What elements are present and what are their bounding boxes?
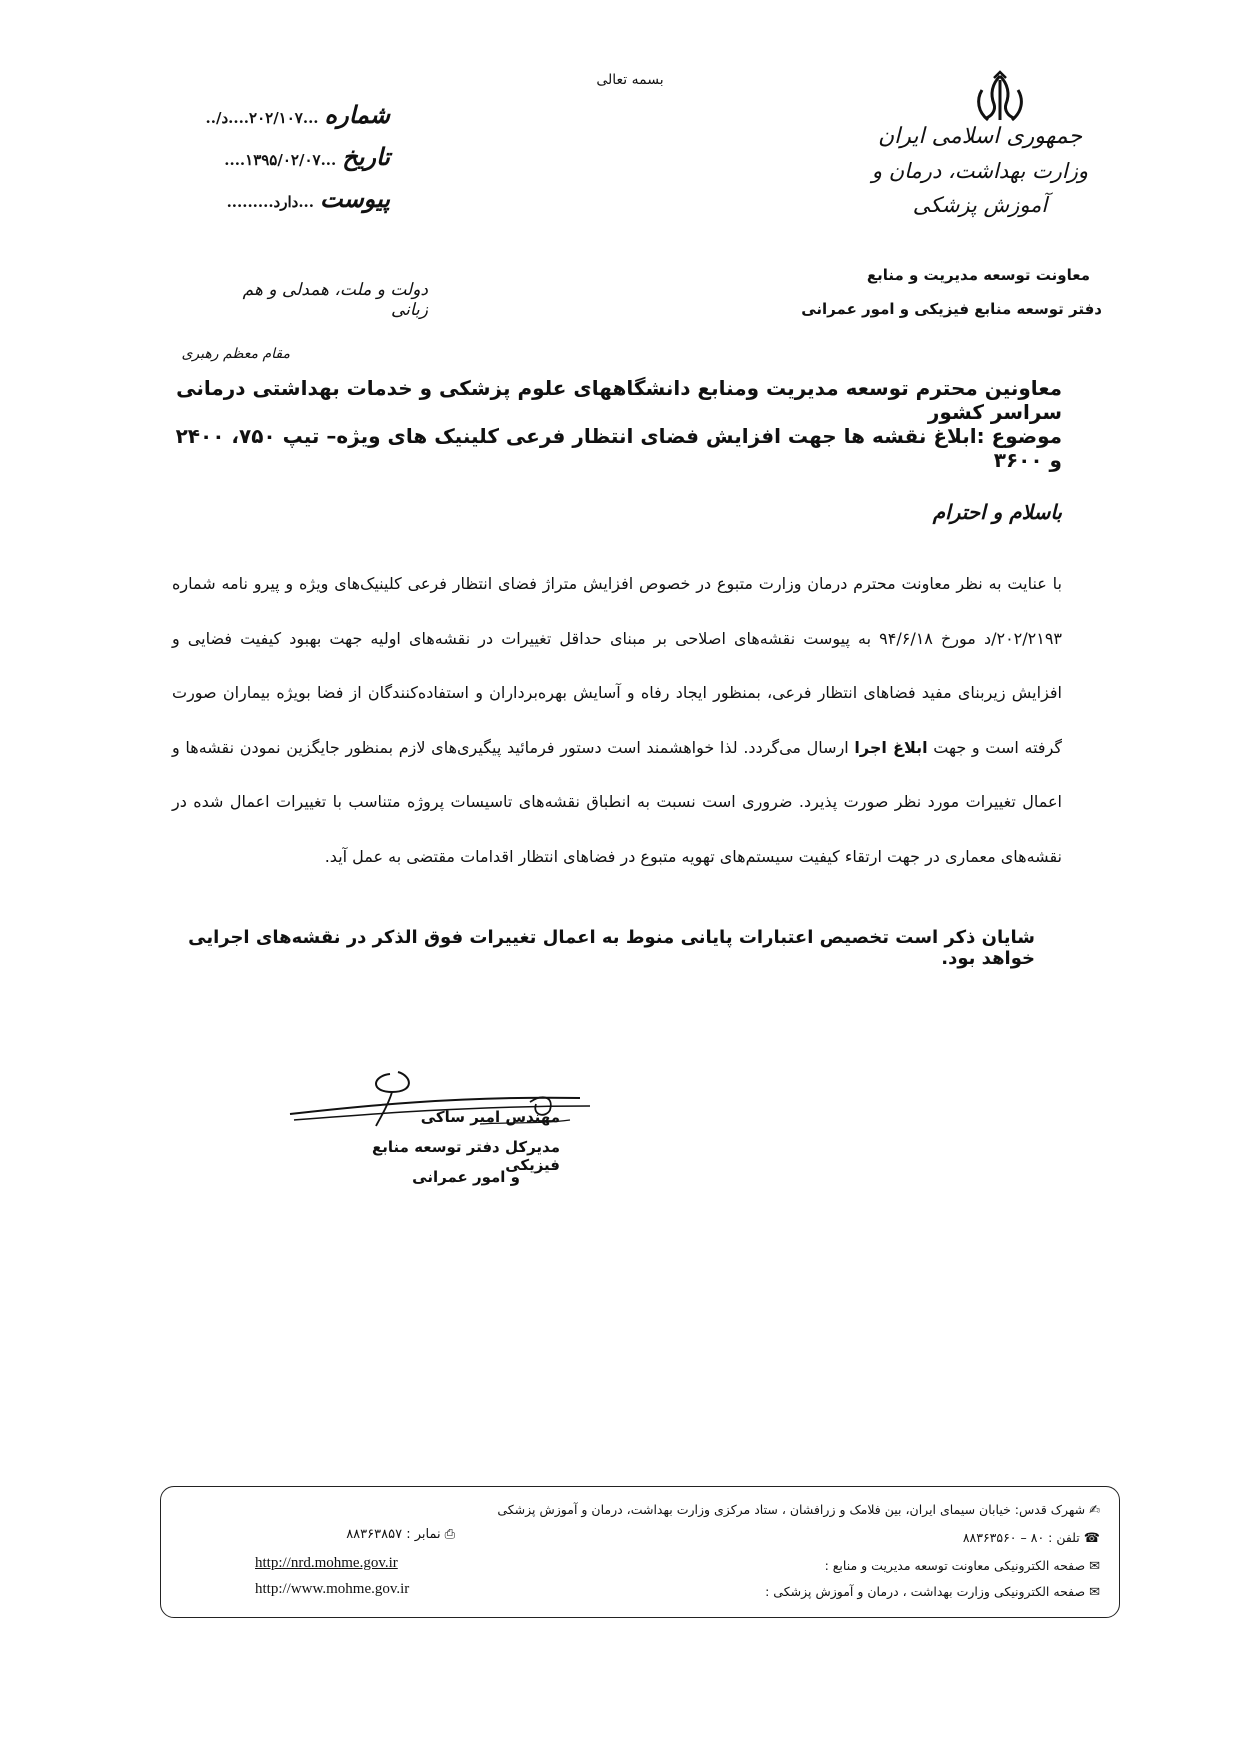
letter-paragraph: [172, 557, 1062, 884]
signatory-title-line-2: و امور عمرانی: [412, 1168, 520, 1186]
date-label: تاریخ: [342, 142, 390, 171]
signatory-title-line-1: مدیرکل دفتر توسعه منابع فیزیکی: [372, 1138, 560, 1174]
envelope-icon: ✉: [1089, 1585, 1100, 1600]
phone-icon: ☎: [1083, 1531, 1100, 1546]
fax-icon: ⎙: [444, 1527, 455, 1542]
attachment-value: ...دارد.........: [226, 193, 314, 211]
letter-meta: [160, 100, 390, 226]
footer-phone: [700, 1530, 1100, 1546]
deputy-website-link[interactable]: http://nrd.mohme.gov.ir: [255, 1555, 398, 1571]
footer-deputy-website-text: صفحه الکترونیکی معاونت توسعه مدیریت و منابع :: [824, 1558, 1086, 1573]
paragraph-part-2: ارسال می‌گردد. لذا خواهشمند است دستور فرمائید پیگیری‌های لازم بمنظور جایگزین نمودن نقشه‌ها و اعمال تغییرات مورد نظر صورت پذیرد. ضروری است نسبت به انطباق نقشه‌های تاسیسات پروژه متناسب با تغییرات اعمال شده در نقشه‌های معماری در جهت ارتقاء کیفیت سیستم‌های تهویه متبوع در فضاهای انتظار اقدامات مقتضی به عمل آید.: [172, 737, 1062, 866]
date-value: ...۱۳۹۵/۰۲/۰۷....: [224, 151, 337, 169]
footer-phone-text: تلفن : ۸۰ – ۸۸۳۶۳۵۶۰: [962, 1530, 1080, 1545]
ministry-line-1: جمهوری اسلامی ایران: [877, 124, 1083, 149]
office-name: دفتر توسعه منابع فیزیکی و امور عمرانی: [801, 300, 1102, 318]
footer-ministry-website-text: صفحه الکترونیکی وزارت بهداشت ، درمان و آموزش پزشکی :: [765, 1584, 1086, 1599]
attachment-label: پیوست: [320, 184, 390, 213]
paragraph-part-1: با عنایت به نظر معاونت محترم درمان وزارت متبوع در خصوص افزایش متراژ فضای انتظار فرعی کلینیک‌های ویژه و پیرو نامه شماره ۲۰۲/۲۱۹۳/د مورخ ۹۴/۶/۱۸ به پیوست نقشه‌های اصلاحی بر مبنای حداقل تغییرات در نقشه‌های اولیه جهت بهبود کیفیت فضایی و افزایش زیربنای مفید فضاهای انتظار فرعی، بمنظور ایجاد رفاه و آسایش بهره‌برداران و استفاده‌کنندگان از فضا بویژه بیماران صورت گرفته است و جهت: [172, 574, 1063, 757]
footer-deputy-website-label: [700, 1558, 1100, 1574]
footer-ministry-website-label: [620, 1584, 1100, 1600]
footer-fax: [255, 1527, 455, 1542]
paragraph-emphasis: ابلاغ اجرا: [854, 737, 928, 757]
recipient: معاونین محترم توسعه مدیریت ومنابع دانشگاههای علوم پزشکی و خدمات بهداشتی درمانی سراسر کشور: [176, 376, 1062, 424]
number-row: [160, 100, 390, 142]
greeting: باسلام و احترام: [932, 500, 1062, 524]
subject: موضوع :ابلاغ نقشه ها جهت افزایش فضای انتظار فرعی کلینیک های ویژه– تیپ ۷۵۰، ۲۴۰۰ و ۳۶۰۰: [175, 424, 1062, 472]
deputy-name: معاونت توسعه مدیریت و منابع: [866, 266, 1090, 284]
footer-address-text: شهرک قدس: خیابان سیمای ایران، بین فلامک و زرافشان ، ستاد مرکزی وزارت بهداشت، درمان و آموزش پزشکی: [497, 1502, 1086, 1517]
basmala: بسمه تعالی: [596, 72, 664, 88]
date-row: [160, 142, 390, 184]
number-value: ...۲۰۲/۱۰۷....د/..: [205, 109, 319, 127]
footer-address: [380, 1502, 1100, 1518]
ministry-name: [860, 120, 1100, 222]
footer-fax-text: نمابر : ۸۸۳۶۳۸۵۷: [346, 1527, 441, 1542]
ministry-website-link[interactable]: http://www.mohme.gov.ir: [255, 1581, 410, 1597]
closing-sentence: شایان ذکر است تخصیص اعتبارات پایانی منوط به اعمال تغییرات فوق الذکر در نقشه‌های اجرایی خواهد بود.: [188, 927, 1035, 969]
slogan-attribution: مقام معظم رهبری: [181, 346, 290, 362]
signatory-name: مهندس امیر ساکی: [420, 1108, 560, 1126]
attachment-row: [160, 184, 390, 226]
slogan: دولت و ملت، همدلی و هم زبانی: [242, 280, 428, 320]
ministry-line-2: وزارت بهداشت، درمان و آموزش پزشکی: [871, 159, 1089, 217]
number-label: شماره: [324, 100, 390, 129]
envelope-icon: ✉: [1089, 1559, 1100, 1574]
pen-icon: ✍: [1089, 1503, 1100, 1518]
